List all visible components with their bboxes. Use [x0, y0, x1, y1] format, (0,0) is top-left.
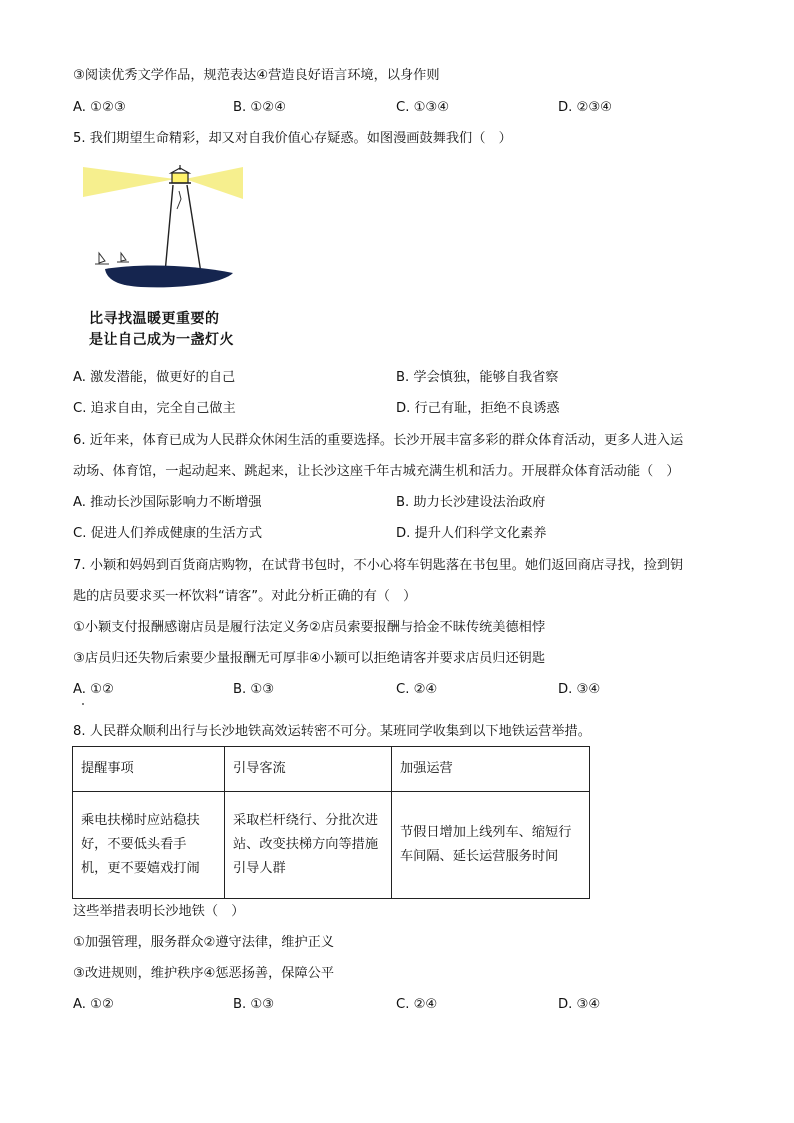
cell-line: 站、改变扶梯方向等措施 — [233, 837, 379, 852]
cell-line: 车间隔、延长运营服务时间 — [400, 849, 559, 864]
q4-option-d: D. ②③④ — [558, 100, 613, 115]
q4-option-b: B. ①②④ — [233, 100, 286, 115]
q6-options-row1 — [73, 493, 733, 513]
q7-option-a: A. ①② — [73, 682, 114, 697]
q6-options-row2 — [73, 524, 733, 544]
q7-stem-line1: 7. 小颖和妈妈到百货商店购物，在试背书包时，不小心将车钥匙落在书包里。她们返回商店寻找，捡到钥 — [73, 558, 684, 573]
q6-option-c: C. 促进人们养成健康的生活方式 — [73, 526, 263, 541]
q7-option-b: B. ①③ — [233, 682, 275, 697]
q7-statements-2: ③店员归还失物后索要少量报酬无可厚非④小颖可以拒绝请客并要求店员归还钥匙 — [73, 651, 546, 666]
q4-options — [73, 98, 733, 118]
cell-line: 引导人群 — [233, 861, 286, 876]
caption-line-2: 是让自己成为一盏灯火 — [89, 332, 234, 348]
table-cell-operation — [392, 792, 590, 899]
q5-option-b: B. 学会慎独，能够自我省察 — [396, 370, 559, 385]
q6-option-d: D. 提升人们科学文化素养 — [396, 526, 547, 541]
q8-option-a: A. ①② — [73, 997, 114, 1012]
q7-statements-1: ①小颖支付报酬感谢店员是履行法定义务②店员索要报酬与拾金不昧传统美德相悖 — [73, 620, 546, 635]
q7-option-d: D. ③④ — [558, 682, 601, 697]
table-cell-guidance — [225, 792, 392, 899]
metro-measures-table — [72, 746, 590, 899]
cell-line: 节假日增加上线列车、缩短行 — [400, 825, 572, 840]
table-header-cell: 引导客流 — [225, 747, 392, 792]
q8-follow-up: 这些举措表明长沙地铁（ ） — [73, 904, 245, 919]
q5-stem: 5. 我们期望生命精彩，却又对自我价值心存疑惑。如图漫画鼓舞我们（ ） — [73, 131, 512, 146]
cell-line: 乘电扶梯时应站稳扶 — [81, 813, 200, 828]
q5-option-d: D. 行己有耻，拒绝不良诱惑 — [396, 401, 560, 416]
q8-statements-1: ①加强管理，服务群众②遵守法律，维护正义 — [73, 935, 335, 950]
cell-line: 好，不要低头看手 — [81, 837, 187, 852]
q8-stem: 8. 人民群众顺利出行与长沙地铁高效运转密不可分。某班同学收集到以下地铁运营举措。 — [73, 724, 591, 739]
table-row — [73, 792, 590, 899]
cartoon-caption — [89, 309, 239, 351]
caption-line-1: 比寻找温暖更重要的 — [89, 311, 220, 327]
q5-option-c: C. 追求自由，完全自己做主 — [73, 401, 236, 416]
table-header-cell: 提醒事项 — [73, 747, 225, 792]
stray-dot — [82, 703, 84, 705]
q8-option-d: D. ③④ — [558, 997, 601, 1012]
q6-stem-line1: 6. 近年来，体育已成为人民群众休闲生活的重要选择。长沙开展丰富多彩的群众体育活动，更多人进入运 — [73, 433, 684, 448]
q8-options — [73, 995, 733, 1015]
q5-options-row2 — [73, 399, 733, 419]
q4-option-c: C. ①③④ — [396, 100, 450, 115]
q6-option-a: A. 推动长沙国际影响力不断增强 — [73, 495, 262, 510]
q4-option-a: A. ①②③ — [73, 100, 126, 115]
q8-statements-2: ③改进规则，维护秩序④惩恶扬善，保障公平 — [73, 966, 335, 981]
q7-options — [73, 680, 733, 700]
table-cell-reminder — [73, 792, 225, 899]
q6-stem-line2: 动场、体育馆，一起动起来、跳起来，让长沙这座千年古城充满生机和活力。开展群众体育活动能（ ） — [73, 464, 680, 479]
lighthouse-cartoon — [83, 165, 243, 360]
q5-options-row1 — [73, 368, 733, 388]
cell-line: 机，更不要嬉戏打闹 — [81, 861, 200, 876]
q7-stem-line2: 匙的店员要求买一杯饮料“请客”。对此分析正确的有（ ） — [73, 589, 417, 604]
table-header-cell: 加强运营 — [392, 747, 590, 792]
q4-statement-continued: ③阅读优秀文学作品，规范表达④营造良好语言环境，以身作则 — [73, 68, 440, 83]
q6-option-b: B. 助力长沙建设法治政府 — [396, 495, 546, 510]
q8-option-b: B. ①③ — [233, 997, 275, 1012]
q5-option-a: A. 激发潜能，做更好的自己 — [73, 370, 236, 385]
cell-line: 采取栏杆绕行、分批次进 — [233, 813, 379, 828]
table-header-row — [73, 747, 590, 792]
q8-option-c: C. ②④ — [396, 997, 438, 1012]
q7-option-c: C. ②④ — [396, 682, 438, 697]
